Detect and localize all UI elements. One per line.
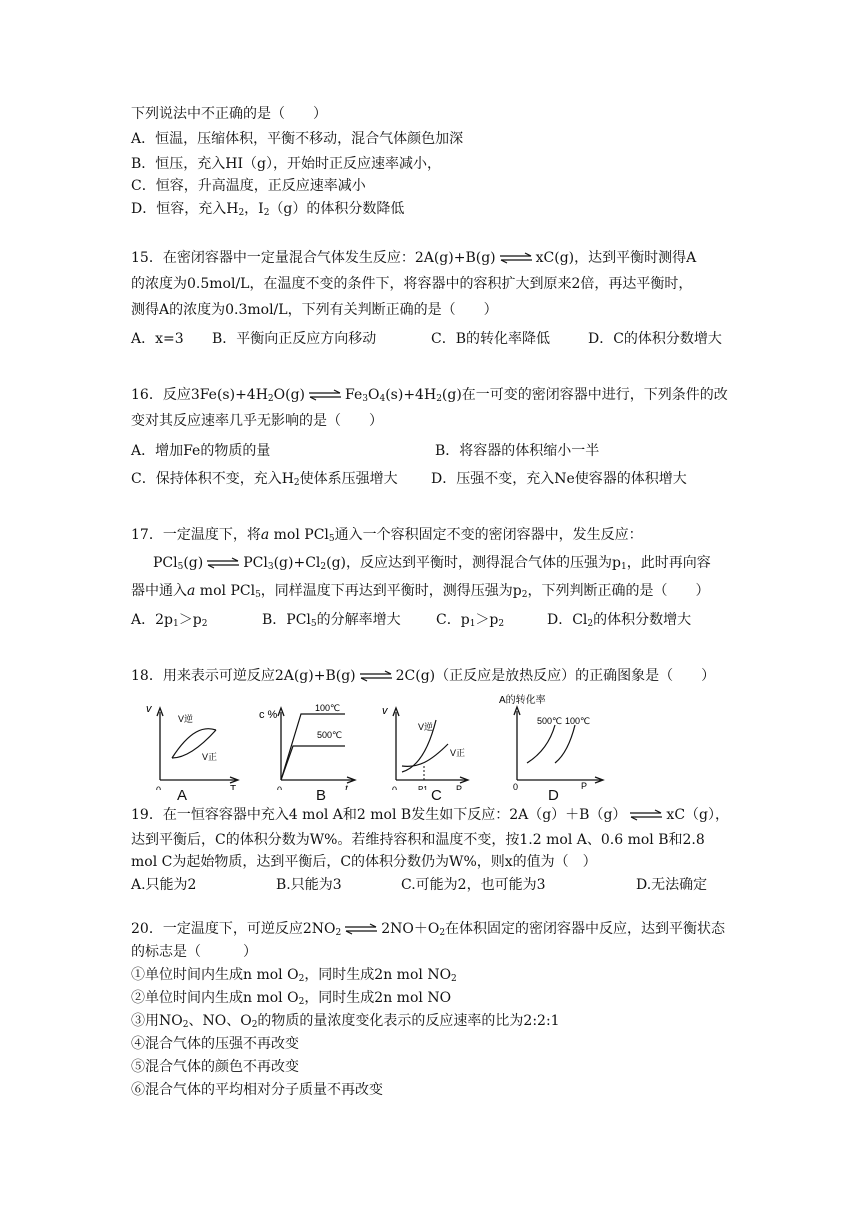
- q15-option-a: A．x=3: [131, 331, 184, 347]
- q14-option-b: B．恒压，充入HI（g），开始时正反应速率减小，: [131, 156, 441, 172]
- q18-stem: 18．用来表示可逆反应2A(g)+B(g) 2C(g)（正反应是放热反应）的正确图象是（ ）: [131, 668, 716, 684]
- graph-d-x-label: P: [581, 781, 588, 790]
- graph-b-curve2-label: 500℃: [317, 730, 343, 740]
- graph-d-y-label: A的转化率: [499, 695, 546, 706]
- graph-a-curve1-label: V逆: [178, 714, 194, 724]
- graph-c-curve2-label: V正: [450, 748, 466, 758]
- graph-c: [376, 700, 476, 794]
- q17-stem-line1: 17．一定温度下，将a mol PCl$_5$通入一个容积固定不变的密闭容器中，发生反应：: [131, 527, 643, 544]
- q19-option-c: C.可能为2，也可能为3: [401, 877, 546, 893]
- q19-option-b: B.只能为3: [276, 877, 342, 893]
- q15-stem-line2: 的浓度为0.5mol/L，在温度不变的条件下，将容器中的容积扩大到原来2倍，再达平衡时，: [131, 276, 693, 292]
- graph-b-x-label: t: [345, 784, 348, 790]
- q16-option-c: C．保持体积不变，充入$H_2$使体系压强增大: [131, 471, 398, 488]
- graph-b-curve1-label: 100℃: [315, 703, 341, 713]
- q19-option-a: A.只能为2: [131, 877, 197, 893]
- q17-option-b: B．PCl$_5$的分解率增大: [262, 612, 401, 629]
- q16-stem-line1: 16．反应$3Fe(s)+4H_2O(g)$ $Fe_3O_4(s)+4H_2(g)$在一可变的密闭容器中进行，下列条件的改: [131, 387, 728, 404]
- q16-option-b: B．将容器的体积缩小一半: [435, 443, 600, 459]
- graph-b-origin: 0: [277, 785, 283, 790]
- q14-option-d: D．恒容，充入$H_2$，$I_2(g)$的体积分数降低: [131, 201, 405, 218]
- q15-stem-line3: 测得A的浓度为0.3mol/L，下列有关判断正确的是（ ）: [131, 302, 498, 318]
- q14-stem: 下列说法中不正确的是（ ）: [131, 106, 327, 122]
- q15-option-c: C．B的转化率降低: [431, 331, 550, 347]
- q20-item-5: ⑤混合气体的颜色不再改变: [131, 1059, 299, 1075]
- q20-item-4: ④混合气体的压强不再改变: [131, 1036, 299, 1052]
- q20-item-2: ②单位时间内生成n mol $O_2$，同时生成2n mol NO: [131, 990, 452, 1007]
- graph-b: [257, 700, 357, 794]
- graph-b-caption: B: [316, 787, 327, 804]
- q14-option-a: A．恒温，压缩体积，平衡不移动，混合气体颜色加深: [131, 131, 464, 147]
- q19-stem-line2: 达到平衡后，C的体积分数为W%。若维持容积和温度不变，按1.2 mol A、0.6 mol B和2.8: [131, 832, 705, 848]
- q15-option-d: D．C的体积分数增大: [588, 331, 722, 347]
- q20-item-3: ③用$NO_2$、NO、$O_2$的物质的量浓度变化表示的反应速率的比为2:2:1: [131, 1013, 560, 1030]
- graph-d: [497, 693, 607, 794]
- q17-option-d: D．$Cl_2$的体积分数增大: [547, 612, 692, 629]
- q17-option-a: A．$2p_1>p_2$: [131, 612, 208, 629]
- q16-option-a: A．增加Fe的物质的量: [131, 443, 271, 459]
- graph-a-origin: 0: [156, 785, 162, 790]
- q20-item-1: ①单位时间内生成n mol $O_2$，同时生成2n mol $NO_2$: [131, 967, 457, 984]
- equilibrium-arrow-icon: [359, 670, 393, 682]
- graph-c-curve1-label: V逆: [418, 722, 434, 732]
- graph-d-curve1-label: 500℃: [537, 716, 563, 726]
- graph-a-x-label: T: [230, 784, 237, 790]
- q17-stem-line3: 器中通入a mol PCl$_5$，同样温度下再达到平衡时，测得压强为$p_2$，下列判断正确的是（ ）: [131, 583, 710, 600]
- equilibrium-arrow-icon: [629, 809, 663, 821]
- q15-stem-line1: 15．在密闭容器中一定量混合气体发生反应：2A(g)+B(g) xC(g)，达到平衡时测得A: [131, 250, 697, 266]
- equilibrium-arrow-icon: [308, 389, 342, 401]
- graph-d-origin: 0: [513, 782, 519, 790]
- q17-stem-line2: PCl$_5$(g) $PCl_3(g)+Cl_2(g)$，反应达到平衡时，测得混合气体的压强为$p_1$，此时再向容: [153, 555, 711, 572]
- q16-option-d: D．压强不变，充入Ne使容器的体积增大: [431, 471, 687, 487]
- graph-a-curve2-label: V正: [202, 752, 218, 762]
- q15-option-b: B．平衡向正反应方向移动: [212, 331, 377, 347]
- graph-c-p1-label: P1: [418, 785, 428, 790]
- q16-stem-line2: 变对其反应速率几乎无影响的是（ ）: [131, 413, 383, 429]
- graph-a-y-label: v: [146, 703, 152, 715]
- equilibrium-arrow-icon: [344, 923, 378, 935]
- q19-stem-line1: 19．在一恒容容器中充入4 mol A和2 mol B发生如下反应：2A（g）＋B（g） xC（g），: [131, 807, 729, 823]
- q17-option-c: C．$p_1>p_2$: [436, 612, 505, 629]
- graph-c-x-label: P: [456, 784, 463, 790]
- graph-a: [142, 700, 242, 794]
- graph-d-caption: D: [548, 787, 559, 804]
- equilibrium-arrow-icon: [499, 252, 533, 264]
- graph-c-origin: 0: [392, 785, 398, 790]
- graph-d-curve2-label: 100℃: [565, 716, 591, 726]
- q19-option-d: D.无法确定: [636, 877, 708, 893]
- graph-b-y-label: c %: [259, 709, 278, 721]
- q20-item-6: ⑥混合气体的平均相对分子质量不再改变: [131, 1082, 383, 1098]
- equilibrium-arrow-icon: [206, 557, 240, 569]
- graph-c-y-label: v: [382, 705, 388, 717]
- q20-stem-line1: 20．一定温度下，可逆反应$2NO_2$ $2NO+O_2$在体积固定的密闭容器中反应，达到平衡状态: [131, 921, 726, 938]
- graph-a-caption: A: [177, 787, 188, 804]
- q20-stem-line2: 的标志是（ ）: [131, 944, 257, 960]
- q19-stem-line3: mol C为起始物质，达到平衡后，C的体积分数仍为W%，则x的值为（ ）: [131, 854, 597, 870]
- graph-c-caption: C: [431, 787, 442, 804]
- q14-option-c: C．恒容，升高温度，正反应速率减小: [131, 178, 366, 194]
